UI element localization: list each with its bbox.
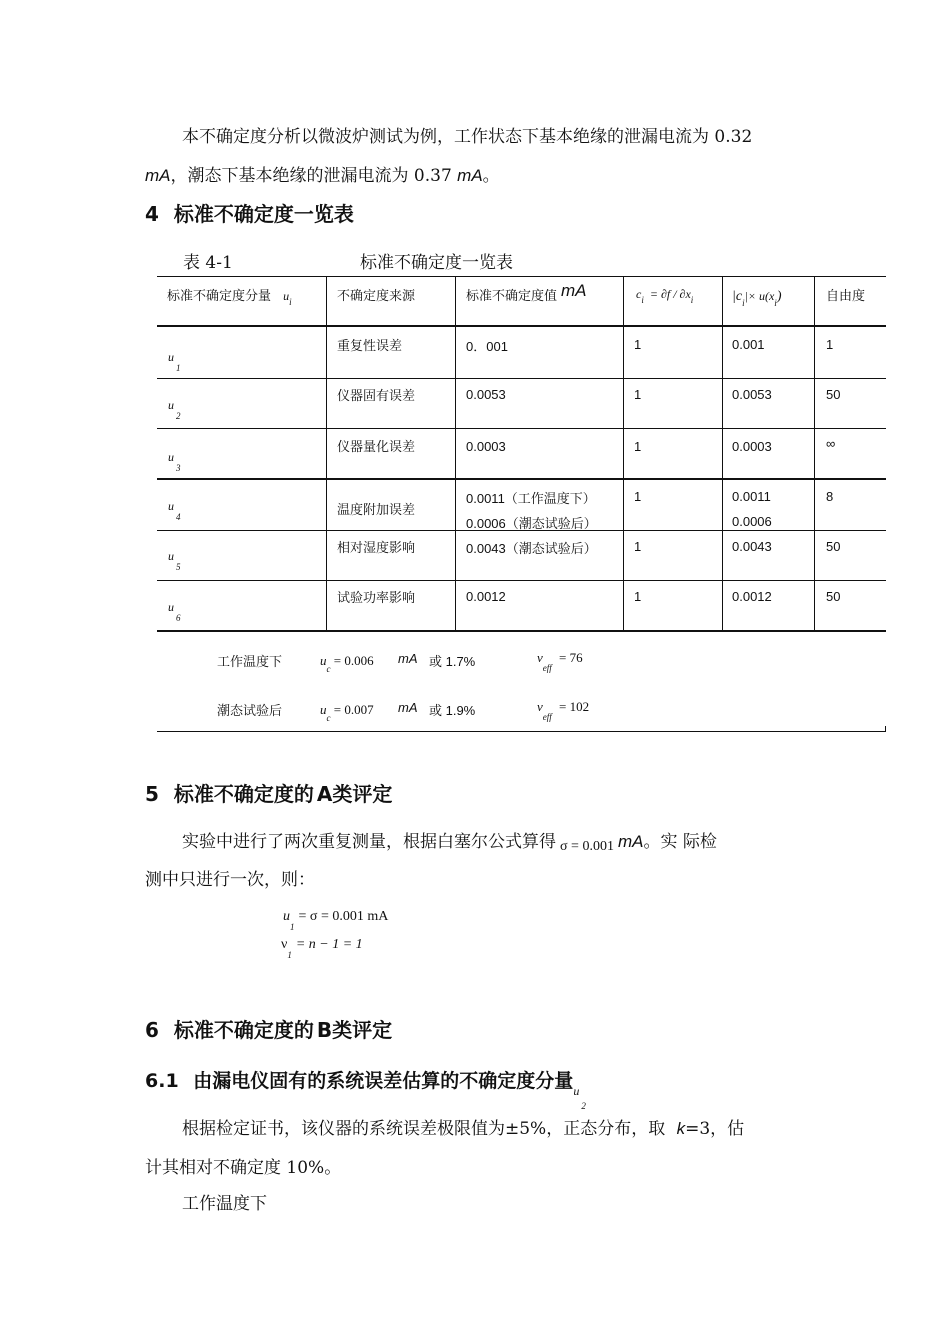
table-caption-title: 标准不确定度一览表	[360, 253, 513, 273]
header-product: $|c_i|\times u(x_i)$	[732, 289, 782, 308]
table-header-rule	[157, 325, 886, 327]
work-temp-label: 工作温度下	[182, 1194, 267, 1214]
row-product: 0.001	[732, 337, 765, 352]
row-value: 0.0053	[466, 387, 506, 402]
table-col-divider	[326, 276, 327, 631]
row-value: 0.0011（工作温度下）	[466, 491, 596, 506]
table-bottom-rule	[157, 630, 886, 632]
row-value: 0.0003	[466, 439, 506, 454]
row-symbol: $u_2$	[168, 398, 181, 421]
row-dof: 1	[826, 337, 834, 352]
row-source: 仪器量化误差	[337, 440, 416, 455]
section-4-heading	[145, 198, 354, 227]
row-coef: 1	[634, 337, 642, 352]
row-coef: 1	[634, 539, 642, 554]
table-row-rule	[157, 580, 886, 581]
row-symbol: $u_4$	[168, 499, 181, 522]
section-4-title: 标准不确定度一览表	[173, 202, 354, 226]
table-summary-rule	[157, 731, 886, 732]
table-top-rule	[157, 276, 886, 277]
table-col-divider	[455, 276, 456, 631]
intro-end: 。	[482, 166, 500, 186]
summary-veff: $v_{eff} = 102$	[537, 699, 590, 722]
section-6-1-heading: 6.1 由漏电仪固有的系统误差估算的不确定度分量$_{u2}$	[145, 1070, 586, 1111]
row-value-2: 0.0006（潮态试验后）	[466, 516, 597, 531]
section-4-number: 4	[145, 202, 159, 226]
row-product: 0.0053	[732, 387, 772, 402]
row-product-2: 0.0006	[732, 514, 772, 529]
intro-text-1: 本不确定度分析以微波炉测试为例，工作状态下基本绝缘的泄漏电流为 0.32	[182, 127, 753, 147]
section-5-heading: 5 标准不确定度的 A类评定	[145, 782, 393, 806]
row-coef: 1	[634, 387, 642, 402]
summary-unit: mA	[398, 700, 418, 715]
equation-u1: $u_1= \sigma = 0.001$ mA	[283, 909, 389, 932]
summary-label: 潮态试验后	[217, 704, 283, 719]
row-symbol: $u_1$	[168, 350, 181, 373]
summary-veff: $v_{eff} = 76$	[537, 650, 583, 673]
row-value: 0．001	[466, 339, 508, 354]
row-source: 仪器固有误差	[337, 389, 416, 404]
header-value: 标准不确定度值 mA	[466, 281, 587, 304]
unit-ma: mA	[145, 166, 171, 185]
row-source: 相对湿度影响	[337, 541, 416, 556]
summary-unit: mA	[398, 651, 418, 666]
row-dof: 50	[826, 387, 841, 402]
table-row-rule	[157, 478, 886, 480]
row-value: 0.0012	[466, 589, 506, 604]
row-source: 温度附加误差	[337, 503, 416, 518]
section-6-heading: 6 标准不确定度的 B类评定	[145, 1018, 393, 1042]
row-value: 0.0043（潮态试验后）	[466, 541, 597, 556]
section-6-1-paragraph-line-2: 计其相对不确定度 10%。	[145, 1158, 342, 1178]
header-component: 标准不确定度分量 $u_i$	[167, 289, 292, 307]
row-product: 0.0043	[732, 539, 772, 554]
row-symbol: $u_6$	[168, 600, 181, 623]
summary-label: 工作温度下	[217, 655, 283, 670]
section-6-1-paragraph-line-1: 根据检定证书，该仪器的系统误差极限值为±5%，正态分布，取 k=3，估	[182, 1119, 745, 1139]
row-dof: ∞	[826, 436, 836, 451]
row-product: 0.0011	[732, 489, 771, 504]
row-source: 重复性误差	[337, 339, 403, 354]
intro-text-2: ，潮态下基本绝缘的泄漏电流为 0.37	[170, 166, 458, 186]
row-symbol: $u_3$	[168, 450, 181, 473]
section-5-paragraph-line-1: 实验中进行了两次重复测量，根据白塞尔公式算得 σ = 0.001 mA。实 际检	[182, 832, 717, 854]
summary-pct: 或 1.9%	[429, 703, 476, 718]
row-dof: 8	[826, 489, 834, 504]
row-product: 0.0003	[732, 439, 772, 454]
table-col-divider	[814, 276, 815, 631]
summary-uc: $u_c = 0.007$	[320, 702, 374, 723]
table-row-rule	[157, 378, 886, 379]
header-dof: 自由度	[826, 289, 866, 304]
row-source: 试验功率影响	[337, 591, 416, 606]
row-dof: 50	[826, 539, 841, 554]
table-caption-number: 表 4-1	[183, 253, 233, 273]
section-5-paragraph-line-2: 测中只进行一次，则：	[145, 870, 315, 890]
row-product: 0.0012	[732, 589, 772, 604]
table-row-rule	[157, 428, 886, 429]
summary-uc: $u_c = 0.006$	[320, 653, 374, 674]
intro-line-2	[145, 161, 500, 186]
row-coef: 1	[634, 439, 642, 454]
table-right-edge	[885, 726, 886, 732]
unit-ma-2: mA	[457, 166, 483, 185]
row-dof: 50	[826, 589, 841, 604]
header-source: 不确定度来源	[337, 289, 416, 304]
header-coefficient: $c_i = \partial f / \partial x_i$	[636, 287, 694, 305]
table-col-divider	[722, 276, 723, 631]
equation-nu1: $\nu_1= n - 1 = 1$	[281, 937, 363, 960]
intro-line-1	[182, 122, 752, 147]
row-symbol: $u_5$	[168, 549, 181, 572]
summary-pct: 或 1.7%	[429, 654, 476, 669]
row-coef: 1	[634, 589, 642, 604]
table-col-divider	[623, 276, 624, 631]
row-coef: 1	[634, 489, 642, 504]
